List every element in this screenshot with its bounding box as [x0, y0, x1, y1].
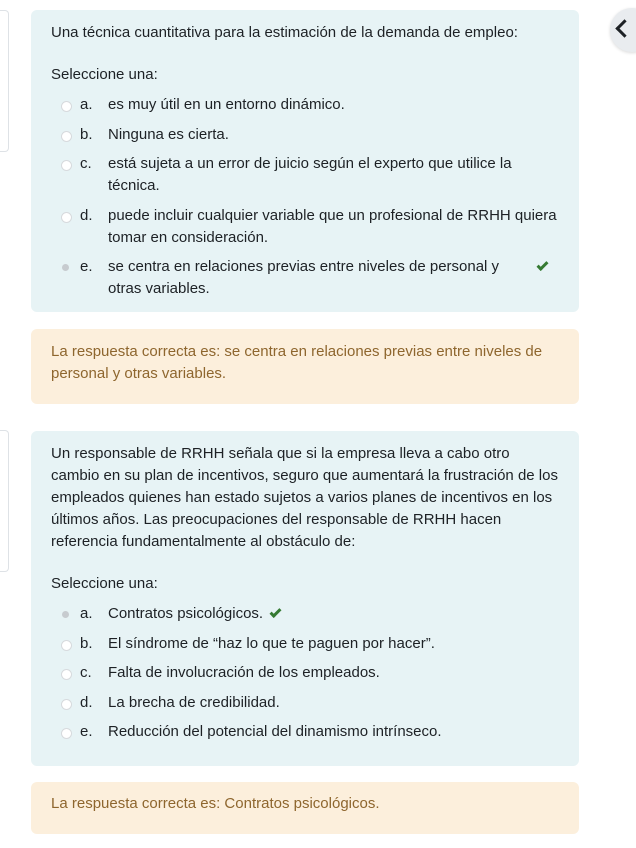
question-text: Una técnica cuantitativa para la estimación de la demanda de empleo: — [51, 24, 518, 41]
option-text: se centra en relaciones previas entre niveles de personal y otras variables. — [108, 258, 500, 297]
option-letter: e. — [80, 258, 93, 275]
question-2-formulation — [31, 431, 579, 766]
radio-button[interactable] — [61, 640, 72, 651]
option-text: Reducción del potencial del dinamismo intrínseco. — [108, 723, 442, 740]
radio-button[interactable] — [61, 669, 72, 680]
answer-option-c[interactable] — [51, 662, 559, 684]
radio-button[interactable] — [61, 728, 72, 739]
option-text: Contratos psicológicos. — [108, 605, 264, 622]
answer-prompt: Seleccione una: — [51, 66, 158, 83]
option-letter: a. — [80, 96, 93, 113]
option-letter: d. — [80, 206, 93, 224]
answer-option-c[interactable] — [51, 153, 559, 197]
drawer-toggle-button[interactable] — [610, 8, 636, 52]
answer-option-b[interactable] — [51, 124, 559, 146]
question-nav-stub — [0, 10, 9, 152]
option-letter: a. — [80, 605, 93, 622]
option-letter: b. — [80, 125, 93, 143]
radio-button-selected[interactable] — [62, 264, 69, 271]
chevron-left-icon — [615, 19, 633, 37]
right-answer-feedback: La respuesta correcta es: se centra en relaciones previas entre niveles de personal y otras variables. — [31, 329, 579, 404]
right-answer-feedback: La respuesta correcta es: Contratos psicológicos. — [31, 782, 579, 834]
answer-option-a[interactable] — [51, 94, 559, 116]
option-text: es muy útil en un entorno dinámico. — [108, 96, 345, 113]
option-letter: c. — [80, 664, 92, 681]
correct-check-icon — [536, 259, 548, 271]
answer-option-d[interactable] — [51, 692, 559, 714]
radio-button[interactable] — [61, 212, 72, 223]
answer-option-e[interactable] — [51, 256, 559, 300]
option-text: El síndrome de “haz lo que te paguen por hacer”. — [108, 634, 435, 652]
option-text: está sujeta a un error de juicio según el experto que utilice la técnica. — [108, 155, 512, 194]
answer-option-b[interactable] — [51, 633, 559, 655]
answer-prompt: Seleccione una: — [51, 575, 158, 592]
question-1-formulation — [31, 10, 579, 312]
question-text: Un responsable de RRHH señala que si la empresa lleva a cabo otro cambio en su plan de incentivos, seguro que aumentará la frustración de los empleados quienes han estado sujetos a varios planes de incentivos en los últimos años. Las preocupaciones del responsable de RRHH hacen referencia fundamentalmente al obstáculo de: — [51, 445, 558, 550]
answer-option-e[interactable] — [51, 721, 559, 743]
radio-button[interactable] — [61, 101, 72, 112]
answer-options — [51, 603, 559, 743]
option-text: Falta de involucración de los empleados. — [108, 664, 380, 681]
option-text: Ninguna es cierta. — [108, 125, 229, 143]
option-letter: b. — [80, 634, 93, 652]
option-letter: c. — [80, 155, 92, 172]
option-letter: d. — [80, 693, 93, 711]
answer-option-d[interactable] — [51, 205, 559, 249]
radio-button[interactable] — [61, 160, 72, 171]
correct-check-icon — [270, 606, 282, 618]
option-text-with-check — [108, 603, 559, 625]
radio-button-selected[interactable] — [62, 611, 69, 618]
option-text: La brecha de credibilidad. — [108, 693, 280, 711]
answer-options — [51, 94, 559, 300]
radio-button[interactable] — [61, 131, 72, 142]
question-nav-stub — [0, 430, 9, 572]
option-text: puede incluir cualquier variable que un profesional de RRHH quiera tomar en consideración. — [108, 206, 557, 246]
answer-option-a[interactable] — [51, 603, 559, 625]
radio-button[interactable] — [61, 699, 72, 710]
option-letter: e. — [80, 723, 93, 740]
